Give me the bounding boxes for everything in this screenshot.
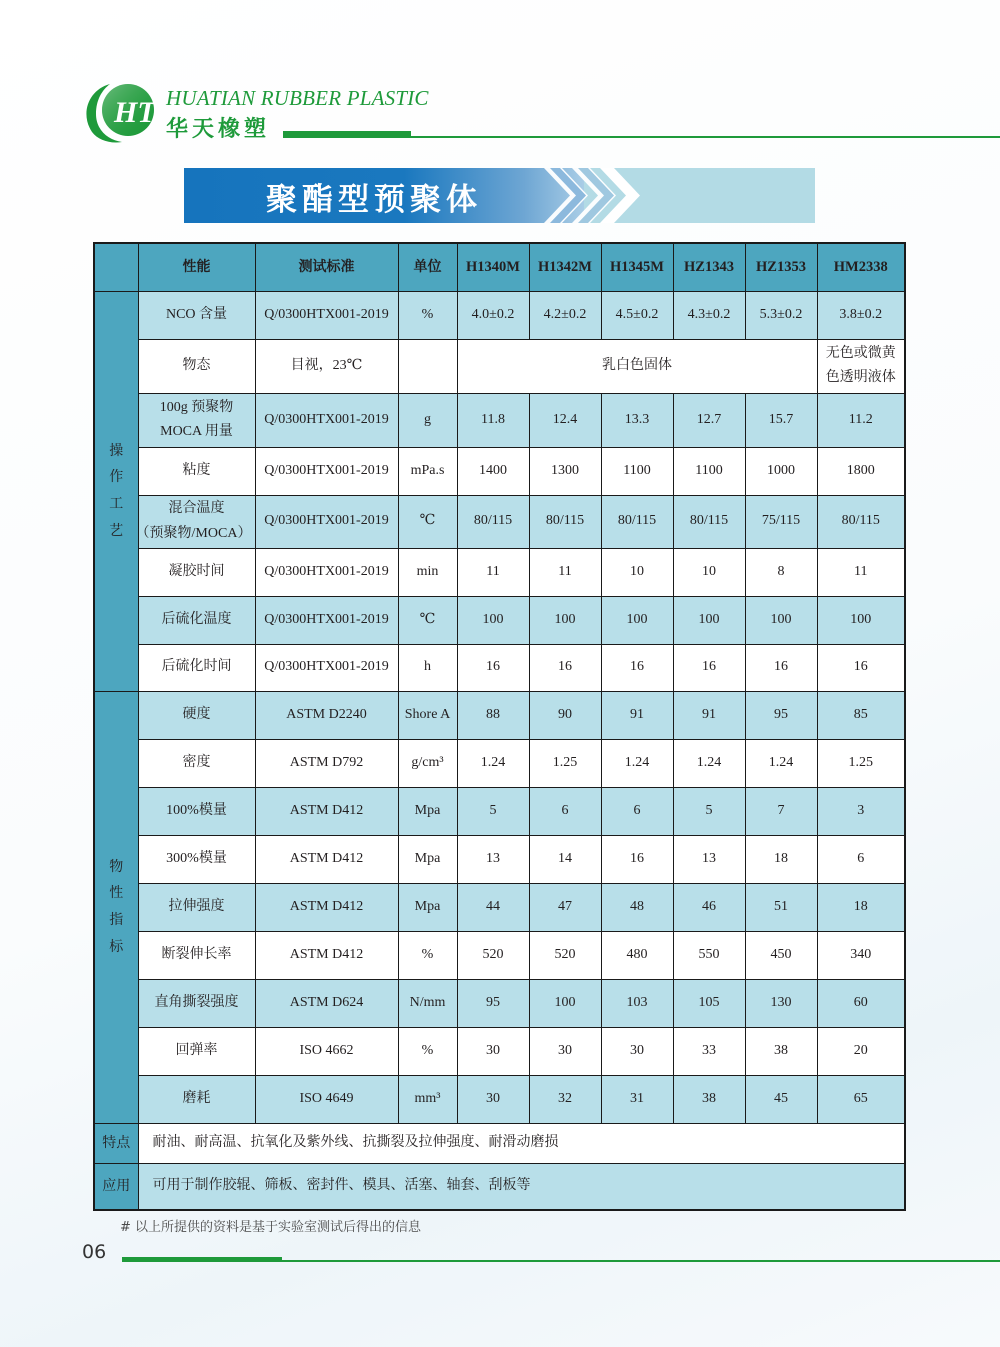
value-cell: 48	[601, 883, 673, 931]
value-cell: 80/115	[529, 495, 601, 548]
table-row	[94, 644, 905, 691]
value-cell: 1400	[457, 447, 529, 495]
table-row	[94, 393, 905, 447]
value-cell: 32	[529, 1075, 601, 1123]
value-cell: 4.2±0.2	[529, 291, 601, 339]
unit-cell: h	[398, 644, 457, 691]
unit-cell: g	[398, 393, 457, 447]
standard-cell: Q/0300HTX001-2019	[255, 291, 398, 339]
value-cell: 16	[457, 644, 529, 691]
value-cell: 15.7	[745, 393, 817, 447]
features-row	[94, 1123, 905, 1163]
property-cell: 直角撕裂强度	[138, 979, 255, 1027]
unit-cell: mm³	[398, 1075, 457, 1123]
table-row	[94, 1075, 905, 1123]
huatian-logo-icon	[80, 80, 160, 144]
standard-cell: ASTM D2240	[255, 691, 398, 739]
table-row	[94, 548, 905, 596]
value-cell: 520	[457, 931, 529, 979]
header-cell-unit: 单位	[398, 243, 457, 291]
value-cell: 75/115	[745, 495, 817, 548]
table-row	[94, 596, 905, 644]
property-cell: 回弹率	[138, 1027, 255, 1075]
table-row	[94, 1027, 905, 1075]
table-row	[94, 739, 905, 787]
value-cell: 10	[673, 548, 745, 596]
header-cell-h1345m: H1345M	[601, 243, 673, 291]
value-cell: 5	[457, 787, 529, 835]
spec-table	[93, 242, 906, 1211]
value-cell: 13.3	[601, 393, 673, 447]
unit-cell: Mpa	[398, 883, 457, 931]
value-cell: 13	[457, 835, 529, 883]
value-cell: 100	[457, 596, 529, 644]
value-cell: 80/115	[457, 495, 529, 548]
group-label-physical: 物 性 指 标	[94, 691, 138, 1123]
value-cell: 3	[817, 787, 905, 835]
features-label: 特点	[94, 1123, 138, 1163]
property-cell: 断裂伸长率	[138, 931, 255, 979]
value-cell: 38	[673, 1075, 745, 1123]
value-cell: 100	[529, 979, 601, 1027]
applications-label: 应用	[94, 1163, 138, 1210]
unit-cell: %	[398, 931, 457, 979]
value-cell: 100	[673, 596, 745, 644]
applications-text: 可用于制作胶辊、筛板、密封件、模具、活塞、轴套、刮板等	[138, 1163, 905, 1210]
standard-cell: ISO 4649	[255, 1075, 398, 1123]
header-cell-hz1343: HZ1343	[673, 243, 745, 291]
value-cell: 550	[673, 931, 745, 979]
header-cell-hm2338: HM2338	[817, 243, 905, 291]
value-cell: 100	[745, 596, 817, 644]
value-cell: 5	[673, 787, 745, 835]
value-cell: 13	[673, 835, 745, 883]
value-cell: 6	[529, 787, 601, 835]
value-cell: 90	[529, 691, 601, 739]
value-cell: 1.24	[457, 739, 529, 787]
value-cell: 30	[457, 1075, 529, 1123]
value-cell: 1300	[529, 447, 601, 495]
value-cell: 1.25	[817, 739, 905, 787]
standard-cell: Q/0300HTX001-2019	[255, 495, 398, 548]
table-row	[94, 931, 905, 979]
value-cell: 1.24	[601, 739, 673, 787]
standard-cell: Q/0300HTX001-2019	[255, 548, 398, 596]
property-cell: 粘度	[138, 447, 255, 495]
table-row	[94, 787, 905, 835]
page-title: 聚酯型预聚体	[266, 182, 482, 218]
footnote: # 以上所提供的资料是基于实验室测试后得出的信息	[120, 1220, 422, 1235]
title-banner	[184, 168, 815, 223]
value-cell: 1.24	[673, 739, 745, 787]
value-cell: 30	[601, 1027, 673, 1075]
value-cell: 95	[745, 691, 817, 739]
property-cell: 物态	[138, 339, 255, 393]
standard-cell: Q/0300HTX001-2019	[255, 644, 398, 691]
unit-cell: Mpa	[398, 787, 457, 835]
standard-cell: ASTM D624	[255, 979, 398, 1027]
value-cell: 6	[601, 787, 673, 835]
value-cell: 60	[817, 979, 905, 1027]
property-cell: 后硫化时间	[138, 644, 255, 691]
value-cell: 1000	[745, 447, 817, 495]
property-cell: 硬度	[138, 691, 255, 739]
value-cell: 1100	[673, 447, 745, 495]
value-cell: 5.3±0.2	[745, 291, 817, 339]
value-cell: 100	[529, 596, 601, 644]
value-cell: 无色或微黄 色透明液体	[817, 339, 905, 393]
value-cell: 12.4	[529, 393, 601, 447]
value-cell: 44	[457, 883, 529, 931]
value-cell: 46	[673, 883, 745, 931]
value-cell: 130	[745, 979, 817, 1027]
property-cell: 100%模量	[138, 787, 255, 835]
value-cell: 30	[529, 1027, 601, 1075]
property-cell: 后硫化温度	[138, 596, 255, 644]
unit-cell: g/cm³	[398, 739, 457, 787]
unit-cell	[398, 339, 457, 393]
property-cell: 密度	[138, 739, 255, 787]
value-cell: 95	[457, 979, 529, 1027]
value-cell: 6	[817, 835, 905, 883]
value-cell: 45	[745, 1075, 817, 1123]
standard-cell: Q/0300HTX001-2019	[255, 447, 398, 495]
value-cell: 30	[457, 1027, 529, 1075]
value-cell: 88	[457, 691, 529, 739]
value-cell: 16	[601, 644, 673, 691]
value-cell: 47	[529, 883, 601, 931]
value-cell: 14	[529, 835, 601, 883]
value-cell: 20	[817, 1027, 905, 1075]
standard-cell: ASTM D412	[255, 931, 398, 979]
table-row	[94, 339, 905, 393]
value-cell: 4.3±0.2	[673, 291, 745, 339]
applications-row	[94, 1163, 905, 1210]
standard-cell: ASTM D412	[255, 835, 398, 883]
header-cell-standard: 测试标准	[255, 243, 398, 291]
property-cell: 混合温度 （预聚物/MOCA）	[138, 495, 255, 548]
header-cell-group	[94, 243, 138, 291]
value-cell: 33	[673, 1027, 745, 1075]
table-row	[94, 883, 905, 931]
merged-value-cell: 乳白色固体	[457, 339, 817, 393]
value-cell: 65	[817, 1075, 905, 1123]
value-cell: 91	[601, 691, 673, 739]
value-cell: 38	[745, 1027, 817, 1075]
value-cell: 4.0±0.2	[457, 291, 529, 339]
value-cell: 10	[601, 548, 673, 596]
value-cell: 8	[745, 548, 817, 596]
unit-cell: ℃	[398, 495, 457, 548]
value-cell: 11.2	[817, 393, 905, 447]
value-cell: 91	[673, 691, 745, 739]
footer-divider-accent	[122, 1257, 282, 1262]
header-cell-h1342m: H1342M	[529, 243, 601, 291]
value-cell: 80/115	[601, 495, 673, 548]
unit-cell: %	[398, 291, 457, 339]
property-cell: 磨耗	[138, 1075, 255, 1123]
value-cell: 18	[817, 883, 905, 931]
table-header-row	[94, 243, 905, 291]
value-cell: 11.8	[457, 393, 529, 447]
value-cell: 1.24	[745, 739, 817, 787]
unit-cell: %	[398, 1027, 457, 1075]
value-cell: 51	[745, 883, 817, 931]
table-row	[94, 495, 905, 548]
value-cell: 100	[601, 596, 673, 644]
value-cell: 11	[529, 548, 601, 596]
value-cell: 3.8±0.2	[817, 291, 905, 339]
standard-cell: ASTM D792	[255, 739, 398, 787]
value-cell: 480	[601, 931, 673, 979]
standard-cell: 目视，23℃	[255, 339, 398, 393]
value-cell: 1.25	[529, 739, 601, 787]
table-row	[94, 691, 905, 739]
standard-cell: ISO 4662	[255, 1027, 398, 1075]
chevron-arrows-icon	[544, 168, 664, 223]
standard-cell: ASTM D412	[255, 787, 398, 835]
page-number: 06	[82, 1241, 107, 1263]
value-cell: 31	[601, 1075, 673, 1123]
value-cell: 80/115	[673, 495, 745, 548]
unit-cell: N/mm	[398, 979, 457, 1027]
value-cell: 12.7	[673, 393, 745, 447]
table-row	[94, 291, 905, 339]
value-cell: 100	[817, 596, 905, 644]
value-cell: 85	[817, 691, 905, 739]
unit-cell: min	[398, 548, 457, 596]
value-cell: 16	[529, 644, 601, 691]
features-text: 耐油、耐高温、抗氧化及紫外线、抗撕裂及拉伸强度、耐滑动磨损	[138, 1123, 905, 1163]
value-cell: 18	[745, 835, 817, 883]
header-cell-h1340m: H1340M	[457, 243, 529, 291]
property-cell: 300%模量	[138, 835, 255, 883]
value-cell: 16	[817, 644, 905, 691]
value-cell: 1800	[817, 447, 905, 495]
value-cell: 1100	[601, 447, 673, 495]
brand-name-cn: 华天橡塑	[166, 117, 271, 142]
value-cell: 340	[817, 931, 905, 979]
table-row	[94, 447, 905, 495]
value-cell: 450	[745, 931, 817, 979]
svg-text:HT: HT	[114, 96, 156, 129]
property-cell: 拉伸强度	[138, 883, 255, 931]
table-row	[94, 835, 905, 883]
unit-cell: ℃	[398, 596, 457, 644]
value-cell: 80/115	[817, 495, 905, 548]
value-cell: 16	[673, 644, 745, 691]
value-cell: 7	[745, 787, 817, 835]
standard-cell: Q/0300HTX001-2019	[255, 393, 398, 447]
value-cell: 4.5±0.2	[601, 291, 673, 339]
header-divider-accent	[283, 131, 411, 137]
standard-cell: ASTM D412	[255, 883, 398, 931]
unit-cell: mPa.s	[398, 447, 457, 495]
unit-cell: Shore A	[398, 691, 457, 739]
brand-name-en: HUATIAN RUBBER PLASTIC	[166, 86, 429, 110]
property-cell: 凝胶时间	[138, 548, 255, 596]
unit-cell: Mpa	[398, 835, 457, 883]
value-cell: 11	[817, 548, 905, 596]
header-cell-property: 性能	[138, 243, 255, 291]
property-cell: 100g 预聚物 MOCA 用量	[138, 393, 255, 447]
value-cell: 11	[457, 548, 529, 596]
standard-cell: Q/0300HTX001-2019	[255, 596, 398, 644]
value-cell: 105	[673, 979, 745, 1027]
table-row	[94, 979, 905, 1027]
group-label-process: 操 作 工 艺	[94, 291, 138, 691]
value-cell: 103	[601, 979, 673, 1027]
property-cell: NCO 含量	[138, 291, 255, 339]
value-cell: 16	[601, 835, 673, 883]
value-cell: 520	[529, 931, 601, 979]
value-cell: 16	[745, 644, 817, 691]
header-cell-hz1353: HZ1353	[745, 243, 817, 291]
